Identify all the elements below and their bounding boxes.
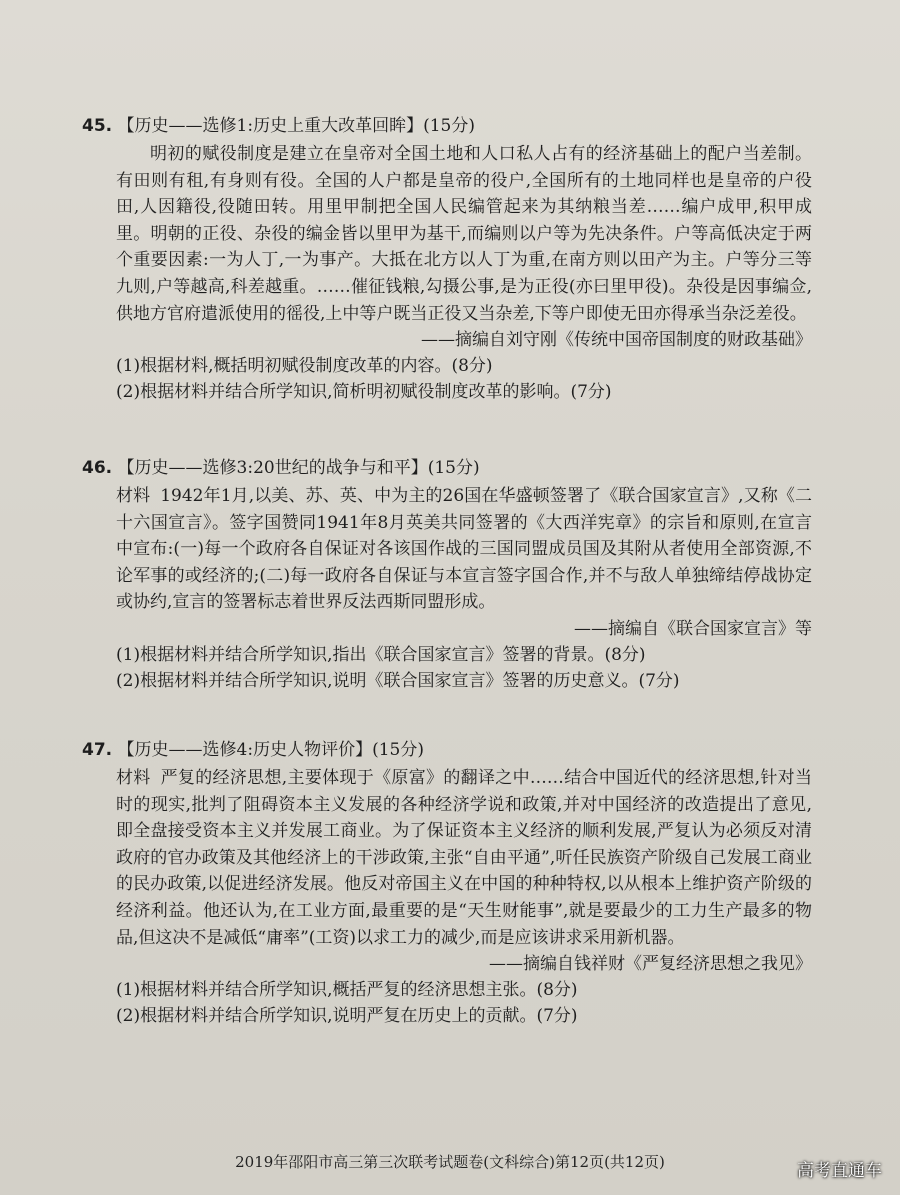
sub-question-1: (1)根据材料并结合所学知识,概括严复的经济思想主张。(8分) xyxy=(116,980,578,1001)
question-47 xyxy=(82,738,812,1029)
material-label: 材料 xyxy=(116,768,151,788)
material-source: ——摘编自刘守刚《传统中国帝国制度的财政基础》 xyxy=(421,330,812,351)
material-block xyxy=(116,765,812,951)
question-heading: 【历史——选修4:历史人物评价】(15分) xyxy=(117,740,424,760)
material-text: 1942年1月,以美、苏、英、中为主的26国在华盛顿签署了《联合国家宣言》,又称《二十六国宣言》。签字国赞同1941年8月英美共同签署的《大西洋宪章》的宗旨和原则,在宣言中宣布:(一)每一个政府各自保证对各该国作战的三国同盟成员国及其附从者使用全部资源,不论军事的或经济的;(二)每一政府各自保证与本宣言签字国合作,并不与敌人单独缔结停战协定或协约,宣言的签署标志着世界反法西斯同盟形成。 xyxy=(116,486,812,613)
watermark: 高考直通车 xyxy=(797,1161,882,1181)
question-45 xyxy=(82,114,812,405)
page-footer: 2019年邵阳市高三第三次联考试题卷(文科综合)第12页(共12页) xyxy=(235,1153,665,1171)
question-heading: 【历史——选修1:历史上重大改革回眸】(15分) xyxy=(117,116,475,136)
sub-question-2: (2)根据材料并结合所学知识,简析明初赋役制度改革的影响。(7分) xyxy=(116,382,612,403)
question-heading: 【历史——选修3:20世纪的战争与和平】(15分) xyxy=(117,458,480,478)
question-number: 47. xyxy=(82,740,113,760)
question-number: 46. xyxy=(82,458,113,478)
material-block xyxy=(116,483,812,616)
sub-question-1: (1)根据材料,概括明初赋役制度改革的内容。(8分) xyxy=(116,356,493,377)
material-source: ——摘编自钱祥财《严复经济思想之我见》 xyxy=(489,954,812,975)
material-text: 严复的经济思想,主要体现于《原富》的翻译之中……结合中国近代的经济思想,针对当时的现实,批判了阻碍资本主义发展的各种经济学说和政策,并对中国经济的改造提出了意见,即全盘接受资本主义并发展工商业。为了保证资本主义经济的顺利发展,严复认为必须反对清政府的官办政策及其他经济上的干涉政策,主张“自由平通”,听任民族资产阶级自己发展工商业的民办政策,以促进经济发展。他反对帝国主义在中国的种种特权,以从根本上维护资产阶级的经济利益。他还认为,在工业方面,最重要的是“天生财能事”,就是要最少的工力生产最多的物品,但这决不是减低“庸率”(工资)以求工力的减少,而是应该讲求采用新机器。 xyxy=(116,768,812,948)
sub-question-2: (2)根据材料并结合所学知识,说明《联合国家宣言》签署的历史意义。(7分) xyxy=(116,670,680,691)
sub-question-1: (1)根据材料并结合所学知识,指出《联合国家宣言》签署的背景。(8分) xyxy=(116,644,646,665)
material-text: 明初的赋役制度是建立在皇帝对全国土地和人口私人占有的经济基础上的配户当差制。有田则有租,有身则有役。全国的人户都是皇帝的役户,全国所有的土地同样也是皇帝的户役田,人因籍役,役随田转。用里甲制把全国人民编管起来为其纳粮当差……编户成甲,积甲成里。明朝的正役、杂役的编金皆以里甲为基干,而编则以户等为先决条件。户等高低决定于两个重要因素:一为人丁,一为事产。大抵在北方以人丁为重,在南方则以田产为主。户等分三等九则,户等越高,科差越重。……催征钱粮,勾摄公事,是为正役(亦曰里甲役)。杂役是因事编佥,供地方官府遣派使用的徭役,上中等户既当正役又当杂差,下等户即使无田亦得承当杂泛差役。 xyxy=(116,144,812,324)
material-source: ——摘编自《联合国家宣言》等 xyxy=(574,618,812,639)
question-number: 45. xyxy=(82,116,113,136)
sub-question-2: (2)根据材料并结合所学知识,说明严复在历史上的贡献。(7分) xyxy=(116,1006,578,1027)
question-45-title xyxy=(82,114,812,138)
question-46-title xyxy=(82,456,812,480)
material-label: 材料 xyxy=(116,486,151,506)
question-46 xyxy=(82,456,812,694)
question-47-title xyxy=(82,738,812,762)
